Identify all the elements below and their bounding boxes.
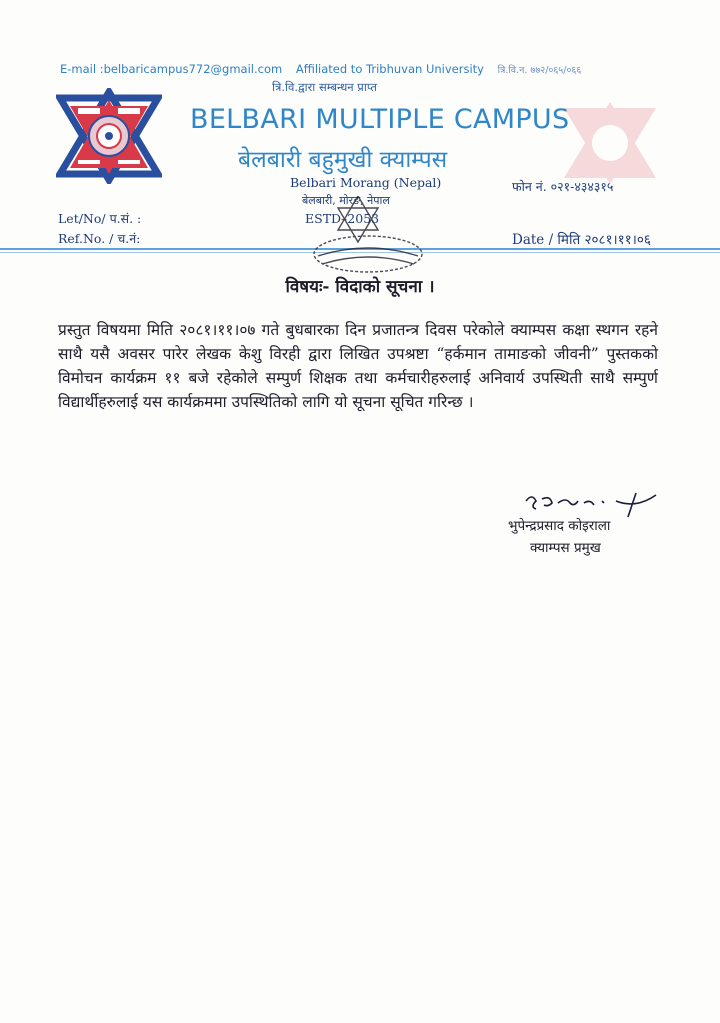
tu-registration-number: त्रि.वि.न. ७७२/०६५/०६६ <box>497 65 582 76</box>
phone-number: फोन नं. ०२१-४३४३१५ <box>512 179 614 194</box>
campus-name-np: बेलबारी बहुमुखी क्याम्पस <box>238 147 448 173</box>
notice-subject: विषयः- विदाको सूचना । <box>285 277 435 297</box>
contact-line <box>60 62 591 76</box>
tribhuvan-university-emblem-icon <box>56 88 162 184</box>
notice-body: प्रस्तुत विषयमा मिति २०८१।११।०७ गते बुधबारका दिन प्रजातन्त्र दिवस परेकोले क्याम्पस कक्षा स्थगन रहने साथै यसै अवसर पारेर लेखक केशु विरही द्वारा लिखित उपश्रष्टा “हर्कमान तामाङको जीवनी” पुस्तकको विमोचन कार्यक्रम ११ बजे रहेकोले सम्पुर्ण शिक्षक तथा कर्मचारीहरुलाई अनिवार्य उपस्थिती साथै सम्पुर्ण विद्यार्थीहरुलाई यस कार्यक्रममा उपस्थितिको लागि यो सूचना सूचित गरिन्छ । <box>58 321 658 411</box>
address-en: Belbari Morang (Nepal) <box>290 175 442 190</box>
date-label: Date / मिति २०८१।११।०६ <box>512 232 651 248</box>
signer-name: भुपेन्द्रप्रसाद कोइराला <box>508 518 611 534</box>
letter-number-label: Let/No/ प.सं. : <box>58 211 142 226</box>
signer-title: क्याम्पस प्रमुख <box>530 540 601 556</box>
faded-emblem-icon <box>560 98 660 188</box>
address-np: बेलबारी, मोरङ, नेपाल <box>302 194 390 207</box>
campus-name-en: BELBARI MULTIPLE CAMPUS <box>190 104 570 135</box>
handwritten-signature-icon <box>518 487 688 519</box>
email-text: E-mail :belbaricampus772@gmail.com <box>60 62 283 76</box>
affiliation-en: Affiliated to Tribhuvan University <box>295 62 484 76</box>
established-year: ESTD–2053 <box>305 211 380 226</box>
affiliation-np: त्रि.वि.द्वारा सम्बन्धन प्राप्त <box>272 80 377 94</box>
campus-seal-icon <box>296 196 426 276</box>
reference-number-label: Ref.No. / च.नं: <box>58 231 141 246</box>
